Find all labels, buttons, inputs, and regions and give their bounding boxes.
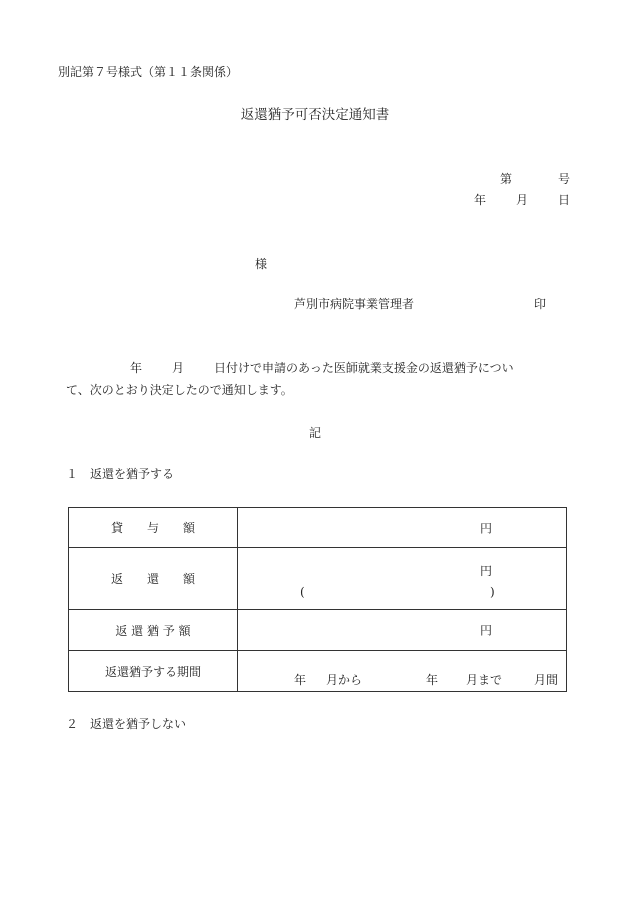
period-end-month: 月まで [466, 673, 503, 687]
period-end-year: 年 [426, 673, 439, 687]
number-prefix: 第 [499, 172, 512, 186]
table-row-deferral-period [69, 651, 567, 692]
repayment-amount-label: 返 還 額 [69, 548, 238, 610]
deferred-amount-value [238, 610, 567, 651]
repayment-amount-value [238, 548, 567, 610]
issuer-name: 芦別市病院事業管理者 [294, 297, 415, 311]
document-title: 返還猶予可否決定通知書 [240, 107, 390, 123]
item-1-heading: １ 返還を猶予する [66, 467, 175, 481]
table-row-repayment-amount [69, 548, 567, 610]
table-row-loan-amount [69, 508, 567, 548]
body-year: 年 [130, 361, 143, 375]
deferred-amount-unit: 円 [480, 623, 493, 638]
period-months: 月間 [534, 673, 559, 687]
loan-amount-value [238, 508, 567, 548]
body-line-1 [130, 362, 514, 374]
number-suffix: 号 [557, 172, 570, 186]
deferred-amount-label: 返 還 猶 予 額 [69, 610, 238, 651]
form-identifier: 別記第７号様式（第１１条関係） [58, 65, 239, 79]
loan-amount-unit: 円 [480, 521, 493, 535]
repayment-paren-open: ( [300, 585, 305, 599]
period-start-month: 月から [326, 673, 363, 687]
repayment-amount-unit: 円 [480, 564, 493, 578]
ki-heading: 記 [308, 426, 321, 440]
document-date-line [474, 194, 570, 206]
period-start-year: 年 [294, 673, 307, 687]
item-2-heading: ２ 返還を猶予しない [66, 717, 187, 731]
body-month: 月 [172, 361, 185, 375]
deferral-period-value [238, 651, 567, 692]
table-row-deferred-amount [69, 610, 567, 651]
body-line-1-rest: 日付けで申請のあった医師就業支援金の返還猶予につい [214, 361, 514, 375]
body-line-2: て、次のとおり決定したので通知します。 [66, 383, 293, 397]
date-month: 月 [515, 193, 528, 207]
addressee-suffix: 様 [255, 257, 268, 271]
date-year: 年 [473, 193, 486, 207]
deferral-table [68, 507, 567, 692]
document-number-line [500, 173, 570, 185]
date-day: 日 [557, 193, 570, 207]
seal-mark: 印 [534, 297, 547, 311]
deferral-period-label: 返還猶予する期間 [69, 651, 238, 692]
repayment-paren-close: ) [490, 585, 495, 599]
loan-amount-label: 貸 与 額 [69, 508, 238, 548]
